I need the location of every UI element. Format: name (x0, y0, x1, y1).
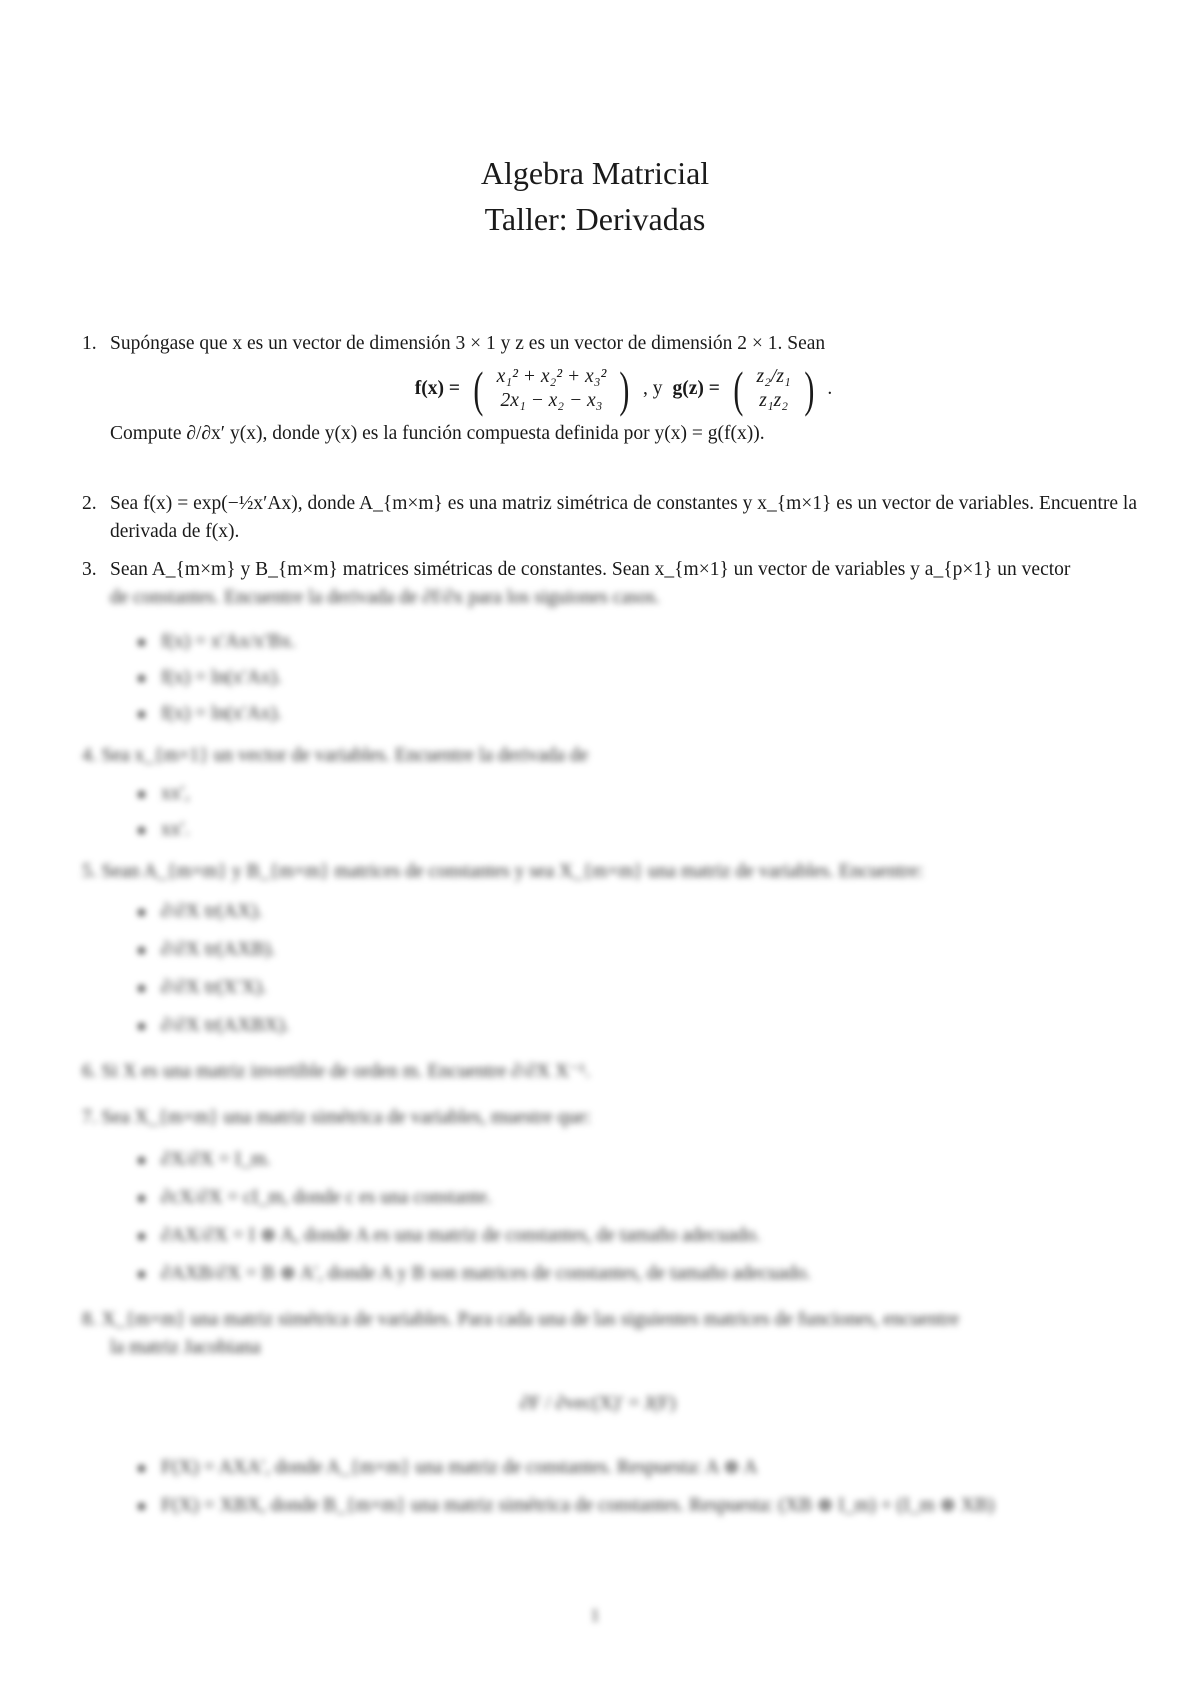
paren-left: ( (473, 361, 484, 417)
problem-1-compute: Compute ∂/∂x′ y(x), donde y(x) es la función compuesta definida por y(x) = g(f(x)). (110, 423, 765, 444)
problem-number: 1. (82, 333, 97, 354)
p5-bullet-4: ∂/∂X tr(AXBX). (138, 1012, 290, 1040)
problem-3-text: Sean A_{m×m} y B_{m×m} matrices simétricas de constantes. Sean x_{m×1} un vector de variables y a_{p×1} un vector (110, 559, 1071, 580)
problem-1-equation (110, 361, 1137, 417)
problem-7: 7. Sea X_{m×m} una matriz simétrica de variables, muestre que: (82, 1107, 591, 1128)
paren-left: ( (733, 361, 744, 417)
bullet-icon (138, 711, 145, 718)
f-row-2: 2x₁ − x₂ − x₃ (500, 390, 603, 411)
p8-bullet-2: F(X) = XBX, donde B_{m×m} una matriz simétrica de constantes. Respuesta: (XB ⊗ I_m) + (I_m ⊗ XB) (138, 1492, 994, 1520)
problem-8: 8. X_{m×m} una matriz simétrica de variables. Para cada una de las siguientes matrices de funciones, encuentre (82, 1309, 960, 1330)
problem-8-equation: ∂F / ∂vec(X)′ = J(F) (520, 1393, 676, 1414)
g-row-2: z₁z₂ (759, 390, 788, 411)
p4-bullet-2: xx′. (138, 816, 190, 844)
title-line-2: Taller: Derivadas (484, 201, 706, 237)
problem-3-text-2: de constantes. Encuentre la derivada de ∂f/∂x para los siguiones casos. (110, 587, 660, 608)
bullet-icon (138, 1503, 145, 1510)
period: . (827, 378, 833, 399)
p7-bullet-3: ∂AX/∂X = I ⊗ A, donde A es una matriz de constantes, de tamaño adecuado. (138, 1222, 761, 1250)
p7-bullet-2: ∂cX/∂X = cI_m, donde c es una constante. (138, 1184, 492, 1212)
bullet-icon (138, 1195, 145, 1202)
bullet-icon (138, 675, 145, 682)
f-row-1: x₁² + x₂² + x₃² (496, 366, 607, 387)
title-block (0, 150, 1190, 242)
p5-bullet-2: ∂/∂X tr(AXB). (138, 936, 276, 964)
bullet-icon (138, 985, 145, 992)
bullet-icon (138, 1465, 145, 1472)
g-lhs: g(z) = (672, 378, 720, 399)
g-row-1: z₂/z₁ (756, 366, 791, 387)
bullet-icon (138, 1157, 145, 1164)
p8-bullet-1: F(X) = AXA′, donde A_{m×m} una matriz de constantes. Respuesta: A ⊗ A (138, 1454, 757, 1482)
p5-bullet-1: ∂/∂X tr(AX). (138, 898, 263, 926)
bullet-icon (138, 909, 145, 916)
paren-right: ) (619, 361, 630, 417)
bullet-icon (138, 1271, 145, 1278)
problem-1-intro: Supóngase que x es un vector de dimensión 3 × 1 y z es un vector de dimensión 2 × 1. Sean (110, 333, 826, 354)
p3-bullet-1: f(x) = x′Ax/x′Bx. (138, 628, 296, 656)
bullet-icon (138, 947, 145, 954)
bullet-icon (138, 791, 145, 798)
problem-number: 2. (82, 493, 97, 514)
g-vector (757, 365, 791, 413)
problem-3 (82, 556, 1137, 612)
problem-8-line-2: la matriz Jacobiana (110, 1337, 261, 1358)
problem-1 (82, 330, 1137, 448)
p3-bullet-3: f(x) = ln(x′Ax). (138, 700, 282, 728)
bullet-icon (138, 1233, 145, 1240)
bullet-icon (138, 639, 145, 646)
p7-bullet-4: ∂AXB/∂X = B ⊗ A′, donde A y B son matrices de constantes, de tamaño adecuado. (138, 1260, 811, 1288)
problem-number: 3. (82, 559, 97, 580)
paren-right: ) (804, 361, 815, 417)
bullet-icon (138, 1023, 145, 1030)
problem-4: 4. Sea x_{m×1} un vector de variables. Encuentre la derivada de (82, 745, 589, 766)
p5-bullet-3: ∂/∂X tr(X′X). (138, 974, 267, 1002)
problem-2-text: Sea f(x) = exp(−½x′Ax), donde A_{m×m} es una matriz simétrica de constantes y x_{m×1} es un vector de variables. Encuentre la derivada de f(x). (110, 493, 1137, 542)
p7-bullet-1: ∂X/∂X = I_m. (138, 1146, 271, 1174)
problem-6: 6. Si X es una matriz invertible de orden m. Encuentre ∂/∂X X⁻¹. (82, 1061, 591, 1082)
f-lhs: f(x) = (414, 378, 460, 399)
connector: , y (642, 378, 663, 399)
f-vector (497, 365, 607, 413)
problem-5: 5. Sean A_{m×m} y B_{m×m} matrices de constantes y sea X_{m×m} una matriz de variables. Encuentre: (82, 861, 924, 882)
bullet-icon (138, 827, 145, 834)
problem-2 (82, 490, 1137, 546)
page-number: 1 (590, 1605, 600, 1625)
title-line-1: Algebra Matricial (480, 155, 710, 191)
p3-bullet-2: f(x) = ln(x′Ax). (138, 664, 282, 692)
p4-bullet-1: xx′, (138, 780, 190, 808)
